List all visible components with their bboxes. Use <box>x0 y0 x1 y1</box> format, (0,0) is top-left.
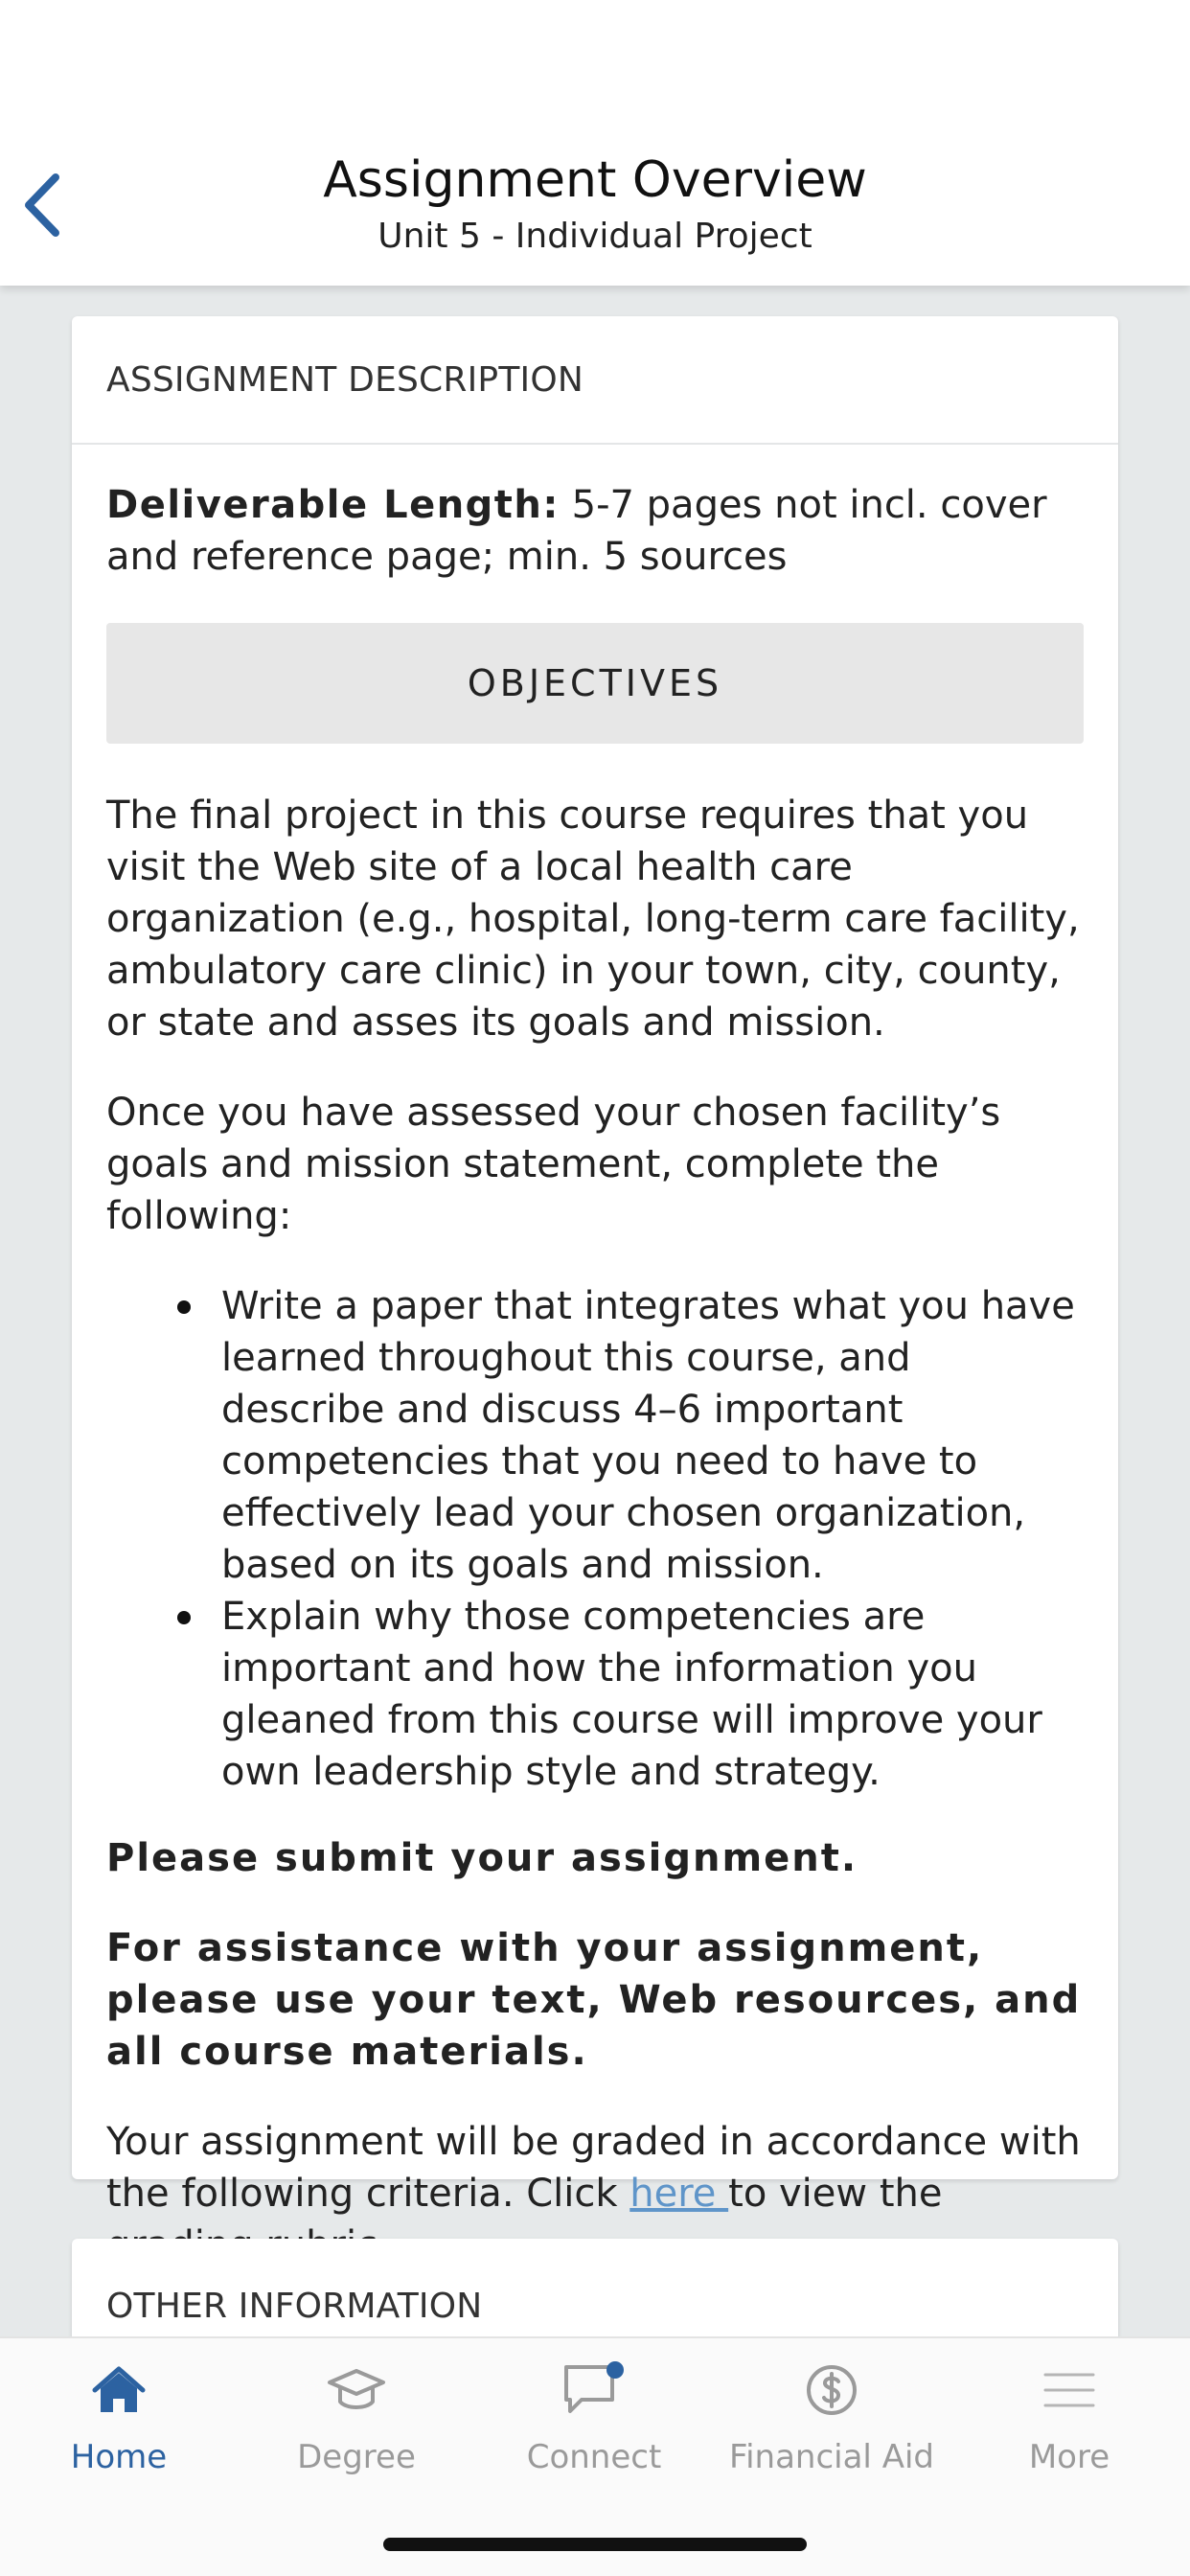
tab-degree[interactable] <box>238 2338 475 2482</box>
tab-label: Financial Aid <box>729 2438 934 2476</box>
tab-label: Connect <box>526 2438 662 2476</box>
graduation-cap-icon <box>318 2352 395 2428</box>
task-list-item: Write a paper that integrates what you have learned throughout this course, and describe and discuss 4–6 important competencies that you need to have to effectively lead your chosen organization, based on its goals and mission. <box>173 1280 1084 1591</box>
task-list-item: Explain why those competencies are important and how the information you gleaned from this course will improve your own leadership style and strategy. <box>173 1591 1084 1798</box>
page-title: Assignment Overview <box>323 151 867 209</box>
card-heading: ASSIGNMENT DESCRIPTION <box>72 316 1118 445</box>
task-list <box>106 1280 1084 1798</box>
card-heading: OTHER INFORMATION <box>106 2286 483 2326</box>
notification-badge <box>606 2361 624 2379</box>
tab-label: Degree <box>297 2438 416 2476</box>
rubric-link[interactable]: here <box>629 2172 729 2216</box>
rubric-text-before: Your assignment will be graded in accordance with the following criteria. Click <box>106 2120 1081 2216</box>
top-navigation-header <box>0 0 1190 286</box>
home-icon <box>80 2352 157 2428</box>
rubric-text-after: to view the <box>728 2172 943 2216</box>
objectives-banner: OBJECTIVES <box>106 623 1084 744</box>
deliverable-value: 5-7 pages not incl. cover and reference page; min. 5 sources <box>106 483 1047 579</box>
menu-lines-icon <box>1031 2352 1108 2428</box>
deliverable-length <box>106 479 1084 583</box>
chat-bubble-icon <box>556 2352 632 2428</box>
page-subtitle: Unit 5 - Individual Project <box>378 217 812 256</box>
project-intro-paragraph: The final project in this course requires that you visit the Web site of a local health care organization (e.g., hospital, long-term care facility, ambulatory care clinic) in your town, city, county, or state and asses its goals and mission. <box>106 794 1080 1045</box>
home-indicator <box>383 2538 807 2551</box>
tab-more[interactable] <box>950 2338 1188 2482</box>
dollar-circle-icon <box>793 2352 870 2428</box>
submit-instruction: Please submit your assignment. <box>106 1836 858 1880</box>
tab-home[interactable] <box>0 2338 238 2482</box>
assignment-description-card <box>72 316 1118 2216</box>
tab-connect[interactable] <box>475 2338 713 2482</box>
tab-label: Home <box>70 2438 168 2476</box>
tab-label: More <box>1028 2438 1110 2476</box>
card-body <box>72 445 1118 2271</box>
instructions-paragraph: Once you have assessed your chosen facility’s goals and mission statement, complete the following: <box>106 1091 1001 1238</box>
assistance-instruction: For assistance with your assignment, please use your text, Web resources, and all course materials. <box>106 1926 1082 2074</box>
deliverable-label: Deliverable Length: <box>106 483 560 527</box>
tab-financial-aid[interactable] <box>713 2338 950 2482</box>
